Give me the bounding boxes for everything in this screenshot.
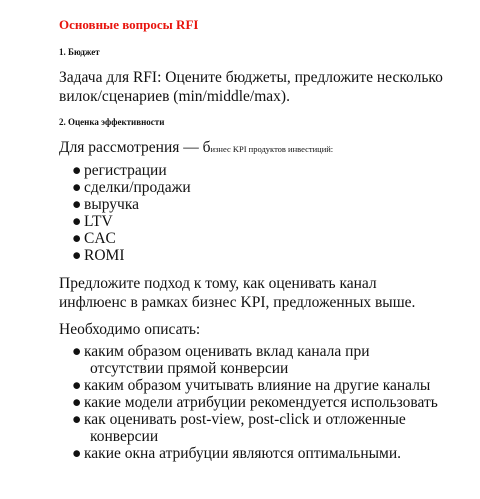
proposal-line-1: Предложите подход к тому, как оценивать канал <box>59 275 377 292</box>
requirements-list <box>72 343 438 462</box>
bullet-icon: ● <box>72 247 82 264</box>
list-item: ● как оценивать post-view, post-click и отложенные конверсии <box>72 411 406 445</box>
list-item: ● каким образом оценивать вклад канала при отсутствии прямой конверсии <box>72 343 370 377</box>
section-heading-efficiency: 2. Оценка эффективности <box>59 117 165 127</box>
bullet-icon: ● <box>72 213 82 230</box>
bullet-icon: ● <box>72 394 82 411</box>
list-item: ● выручка <box>72 196 139 213</box>
efficiency-intro <box>59 138 333 159</box>
page-title: Основные вопросы RFI <box>59 17 199 32</box>
list-item: ● сделки/продажи <box>72 179 191 196</box>
bullet-icon: ● <box>72 230 82 247</box>
list-item: ● каким образом учитывать влияние на другие каналы <box>72 377 431 394</box>
bullet-icon: ● <box>72 196 82 213</box>
bullet-icon: ● <box>72 162 82 179</box>
bullet-icon: ● <box>72 445 82 462</box>
proposal-line-2: инфлюенс в рамках бизнес KPI, предложенных выше. <box>59 294 416 311</box>
list-item: ● CAC <box>72 230 116 247</box>
bullet-icon: ● <box>72 179 82 196</box>
budget-text-line-1: Задача для RFI: Оцените бюджеты, предложите несколько <box>59 69 443 86</box>
list-item: ● какие окна атрибуции являются оптимальными. <box>72 445 402 462</box>
list-item: ● LTV <box>72 213 113 230</box>
kpi-list <box>72 162 191 264</box>
describe-heading: Необходимо описать: <box>59 321 201 338</box>
bullet-icon: ● <box>72 343 82 360</box>
list-item: ● регистрации <box>72 162 167 179</box>
bullet-icon: ● <box>72 411 82 428</box>
budget-text-line-2: вилок/сценариев (min/middle/max). <box>59 88 290 105</box>
list-item: ● ROMI <box>72 247 125 264</box>
efficiency-intro-small: изнес KPI продуктов инвестиций: <box>210 144 334 154</box>
section-heading-budget: 1. Бюджет <box>59 47 100 57</box>
bullet-icon: ● <box>72 377 82 394</box>
efficiency-intro-text: Для рассмотрения — б <box>59 139 211 156</box>
list-item: ● какие модели атрибуции рекомендуется использовать <box>72 394 438 411</box>
